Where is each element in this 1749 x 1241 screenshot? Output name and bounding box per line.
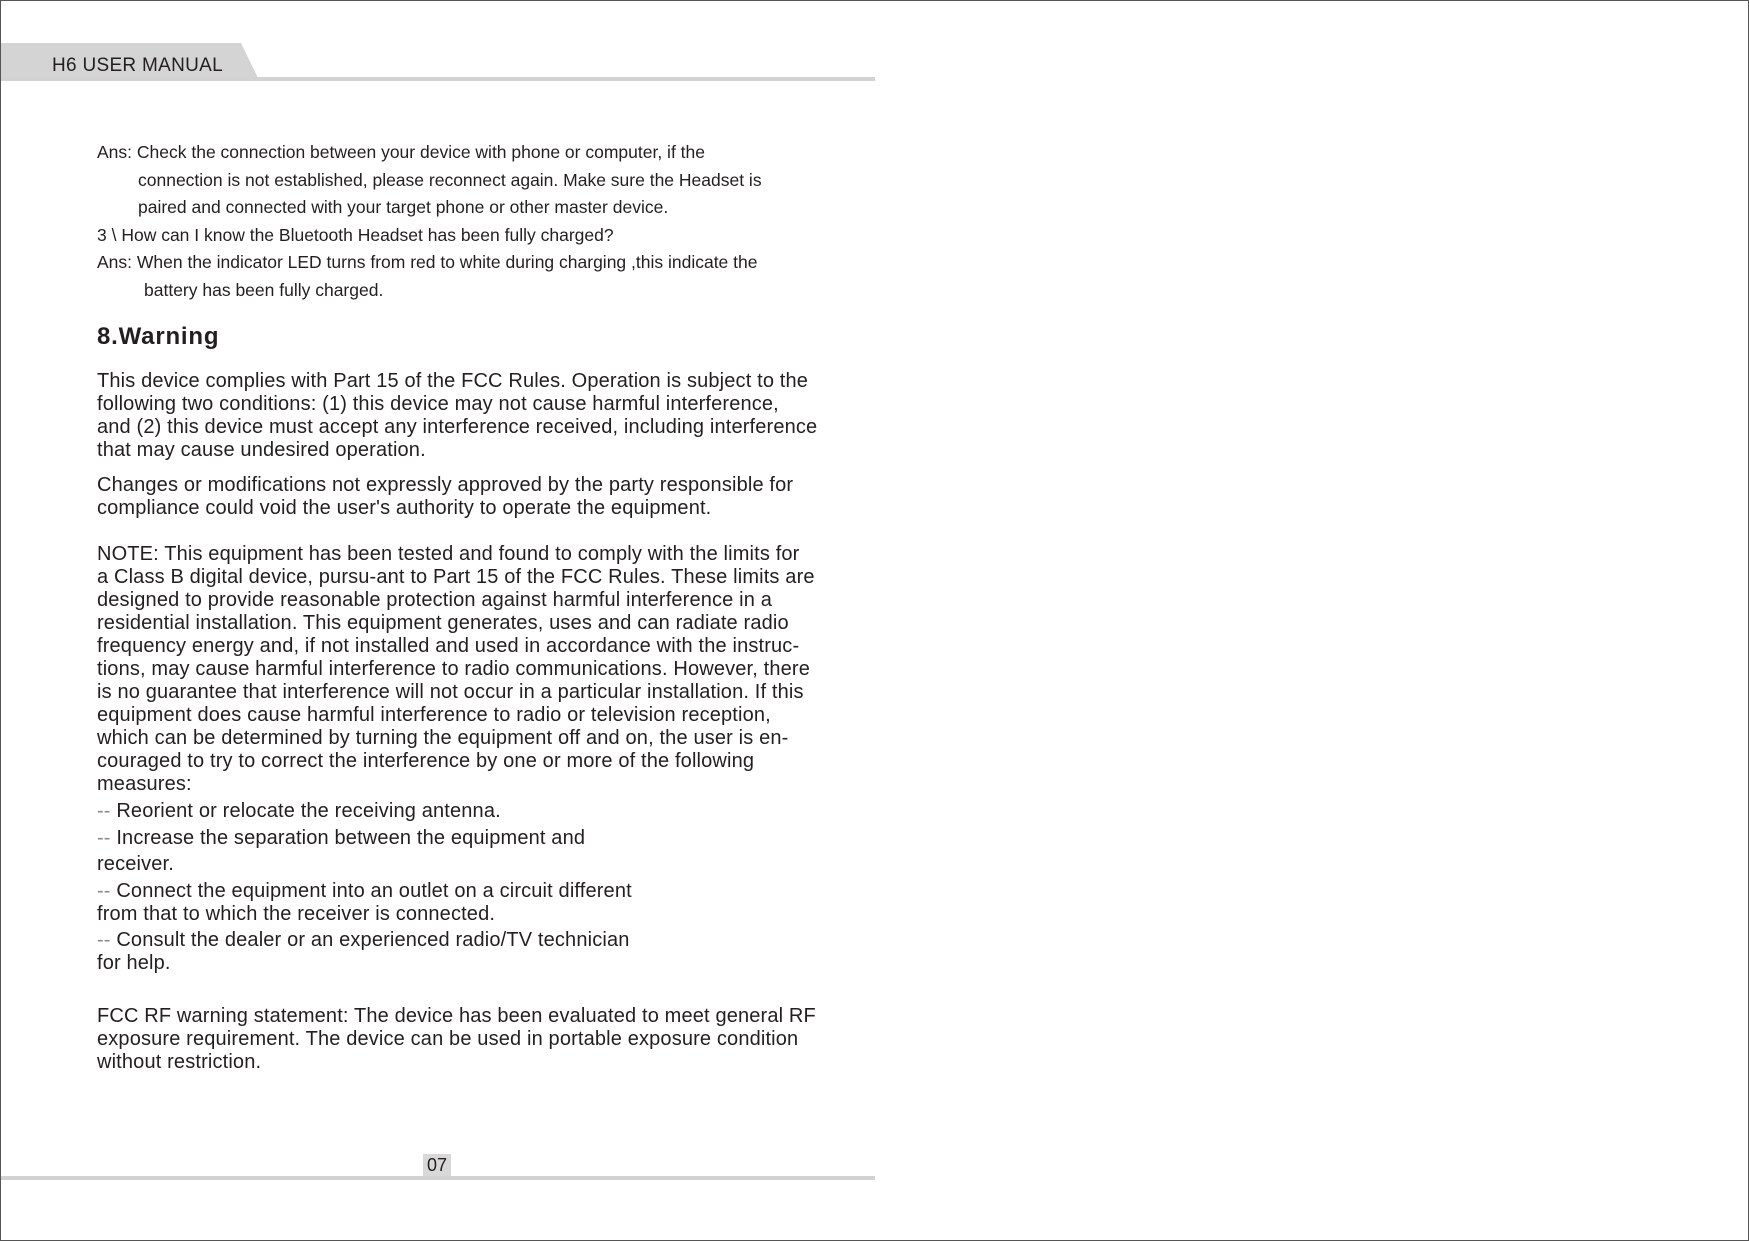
- dash-bullet: --: [97, 800, 111, 822]
- dash-bullet: --: [97, 929, 111, 951]
- section-heading: 8.Warning: [97, 323, 220, 350]
- footer-divider: [1, 1176, 875, 1180]
- faq-answer-line: battery has been fully charged.: [144, 279, 384, 300]
- paragraph-line: equipment does cause harmful interference to radio or television reception,: [97, 704, 771, 726]
- measure-text: Connect the equipment into an outlet on a circuit different: [116, 880, 632, 902]
- modifications-paragraph: [97, 474, 917, 520]
- paragraph-line: NOTE: This equipment has been tested and found to comply with the limits for: [97, 543, 800, 565]
- faq-section: [97, 139, 897, 304]
- note-paragraph: [97, 543, 917, 796]
- measure-text: Consult the dealer or an experienced radio/TV technician: [116, 929, 630, 951]
- paragraph-line: designed to provide reasonable protection against harmful interference in a: [97, 589, 772, 611]
- page-number: 07: [423, 1154, 451, 1177]
- paragraph-line: measures:: [97, 773, 192, 795]
- paragraph-line: is no guarantee that interference will not occur in a particular installation. If this: [97, 681, 804, 703]
- measure-item: [97, 800, 917, 823]
- measure-item: [97, 929, 917, 975]
- faq-answer-line: Ans: Check the connection between your device with phone or computer, if the: [97, 142, 705, 162]
- paragraph-line: and (2) this device must accept any interference received, including interference: [97, 416, 818, 438]
- header-divider: [1, 77, 875, 81]
- manual-title: H6 USER MANUAL: [52, 55, 224, 76]
- paragraph-line: This device complies with Part 15 of the FCC Rules. Operation is subject to the: [97, 370, 809, 392]
- paragraph-line: compliance could void the user's authority to operate the equipment.: [97, 497, 712, 519]
- paragraph-line: FCC RF warning statement: The device has been evaluated to meet general RF: [97, 1005, 816, 1027]
- paragraph-line: tions, may cause harmful interference to radio communications. However, there: [97, 658, 810, 680]
- measure-text: from that to which the receiver is connected.: [97, 903, 496, 925]
- faq-answer-line: Ans: When the indicator LED turns from red to white during charging ,this indicate the: [97, 252, 758, 272]
- paragraph-line: without restriction.: [97, 1051, 262, 1073]
- measure-text: Increase the separation between the equipment and: [116, 827, 586, 849]
- faq-answer-line: connection is not established, please reconnect again. Make sure the Headset is: [138, 169, 762, 190]
- dash-bullet: --: [97, 827, 111, 849]
- paragraph-line: that may cause undesired operation.: [97, 439, 426, 461]
- paragraph-line: Changes or modifications not expressly approved by the party responsible for: [97, 474, 794, 496]
- fcc-compliance-paragraph: [97, 370, 917, 462]
- rf-warning-paragraph: [97, 1005, 917, 1074]
- paragraph-line: frequency energy and, if not installed and used in accordance with the instruc-: [97, 635, 800, 657]
- measure-text: for help.: [97, 952, 171, 974]
- paragraph-line: residential installation. This equipment generates, uses and can radiate radio: [97, 612, 789, 634]
- faq-question: 3 \ How can I know the Bluetooth Headset has been fully charged?: [97, 224, 614, 245]
- dash-bullet: --: [97, 880, 111, 902]
- measure-item: [97, 827, 917, 850]
- paragraph-line: exposure requirement. The device can be used in portable exposure condition: [97, 1028, 799, 1050]
- measure-text: Reorient or relocate the receiving antenna.: [116, 800, 501, 822]
- faq-answer-line: paired and connected with your target phone or other master device.: [138, 197, 669, 217]
- paragraph-line: couraged to try to correct the interference by one or more of the following: [97, 750, 755, 772]
- paragraph-line: a Class B digital device, pursu-ant to Part 15 of the FCC Rules. These limits are: [97, 566, 815, 588]
- measure-item: [97, 880, 917, 926]
- measure-text: receiver.: [97, 853, 174, 875]
- measure-item-continued: [97, 853, 917, 876]
- paragraph-line: which can be determined by turning the equipment off and on, the user is en-: [97, 727, 789, 749]
- paragraph-line: following two conditions: (1) this device may not cause harmful interference,: [97, 393, 779, 415]
